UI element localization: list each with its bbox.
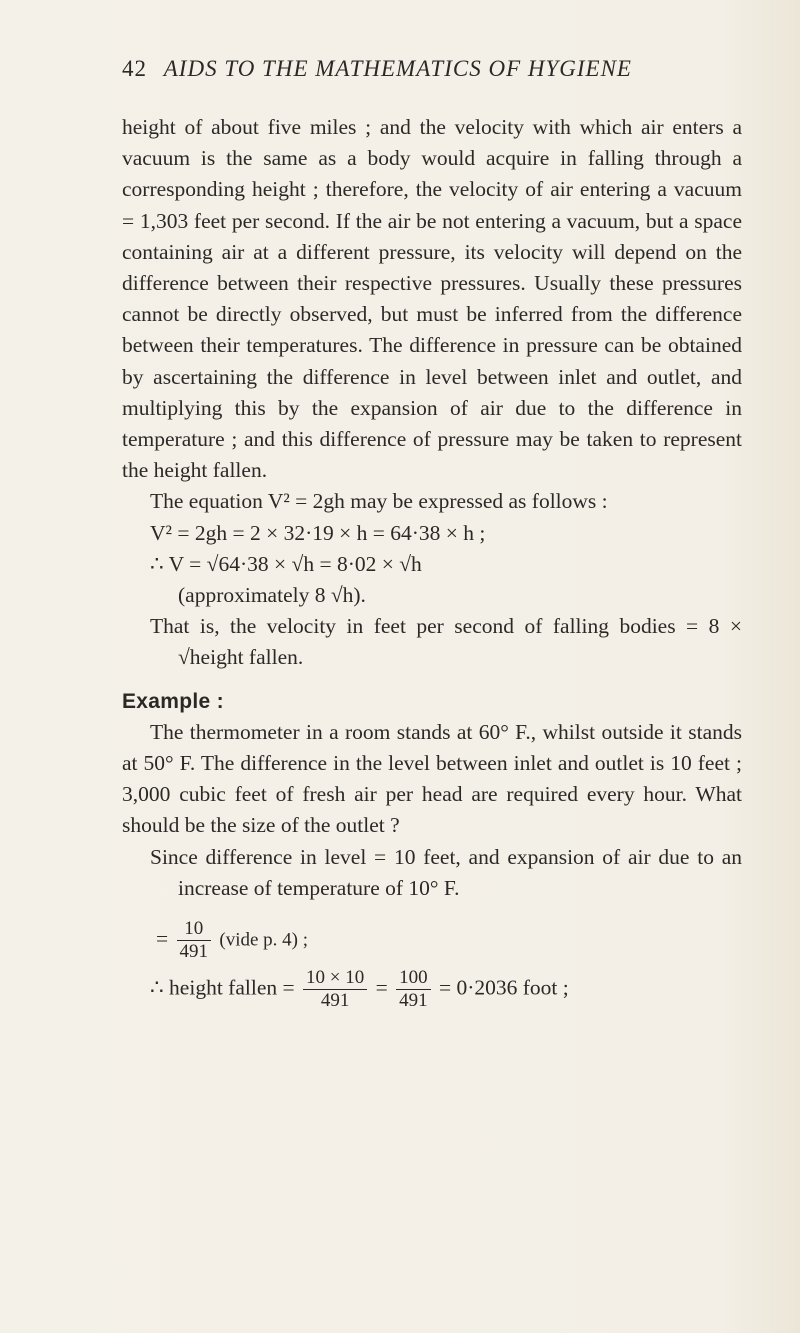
calculation-height-fallen [122, 967, 742, 1012]
body-text [122, 112, 742, 1012]
equation-line-1: V² = 2gh = 2 × 32·19 × h = 64·38 × h ; [150, 520, 486, 545]
running-head [122, 56, 632, 82]
calc-label: ∴ height fallen = [150, 975, 295, 1000]
calc-result: = 0·2036 foot ; [438, 975, 569, 1000]
paragraph-equation-intro: The equation V² = 2gh may be expressed as follows : [150, 489, 608, 514]
paragraph-velocity-rule: That is, the velocity in feet per second of falling bodies = 8 × √height fallen. [150, 614, 742, 670]
equation-line-2: ∴ V = √64·38 × √h = 8·02 × √h [150, 551, 422, 576]
running-title: AIDS TO THE MATHEMATICS OF HYGIENE [163, 56, 632, 81]
fraction-denominator: 491 [320, 990, 350, 1012]
fraction-height-2 [396, 967, 431, 1012]
fraction-numerator: 10 [177, 918, 212, 941]
calc-equals: = [156, 926, 169, 951]
fraction-expansion [177, 918, 212, 963]
calc-equals: = [375, 975, 388, 1000]
calculation-expansion [122, 918, 742, 963]
equation-line-3: (approximately 8 √h). [178, 583, 366, 608]
calc-reference: (vide p. 4) ; [219, 929, 309, 951]
example-heading: Example : [122, 689, 224, 713]
page-number: 42 [122, 56, 147, 81]
fraction-numerator: 100 [396, 967, 431, 990]
example-problem: The thermometer in a room stands at 60° F., whilst outside it stands at 50° F. The difference in the level between inlet and outlet is 10 feet ; 3,000 cubic feet of fresh air per head are required every hour. What should be the size of the outlet ? [122, 719, 742, 838]
fraction-denominator: 491 [399, 990, 428, 1012]
fraction-denominator: 491 [179, 941, 209, 963]
fraction-numerator: 10 × 10 [303, 967, 367, 990]
example-solution: Since difference in level = 10 feet, and expansion of air due to an increase of temperature of 10° F. [150, 844, 742, 900]
fraction-height-1 [303, 967, 367, 1012]
paragraph-velocity: height of about five miles ; and the velocity with which air enters a vacuum is the same as a body would acquire in falling through a corresponding height ; therefore, the velocity of air entering a vacuum = 1,303 feet per second. If the air be not entering a vacuum, but a space containing air at a different pressure, its velocity will depend on the difference between their respective pressures. Usually these pressures cannot be directly observed, but must be inferred from the difference between their temperatures. The difference in pressure can be obtained by ascertaining the difference in level between inlet and outlet, and multiplying this by the expansion of air due to the difference in temperature ; and this difference of pressure may be taken to represent the height fallen. [122, 115, 742, 483]
